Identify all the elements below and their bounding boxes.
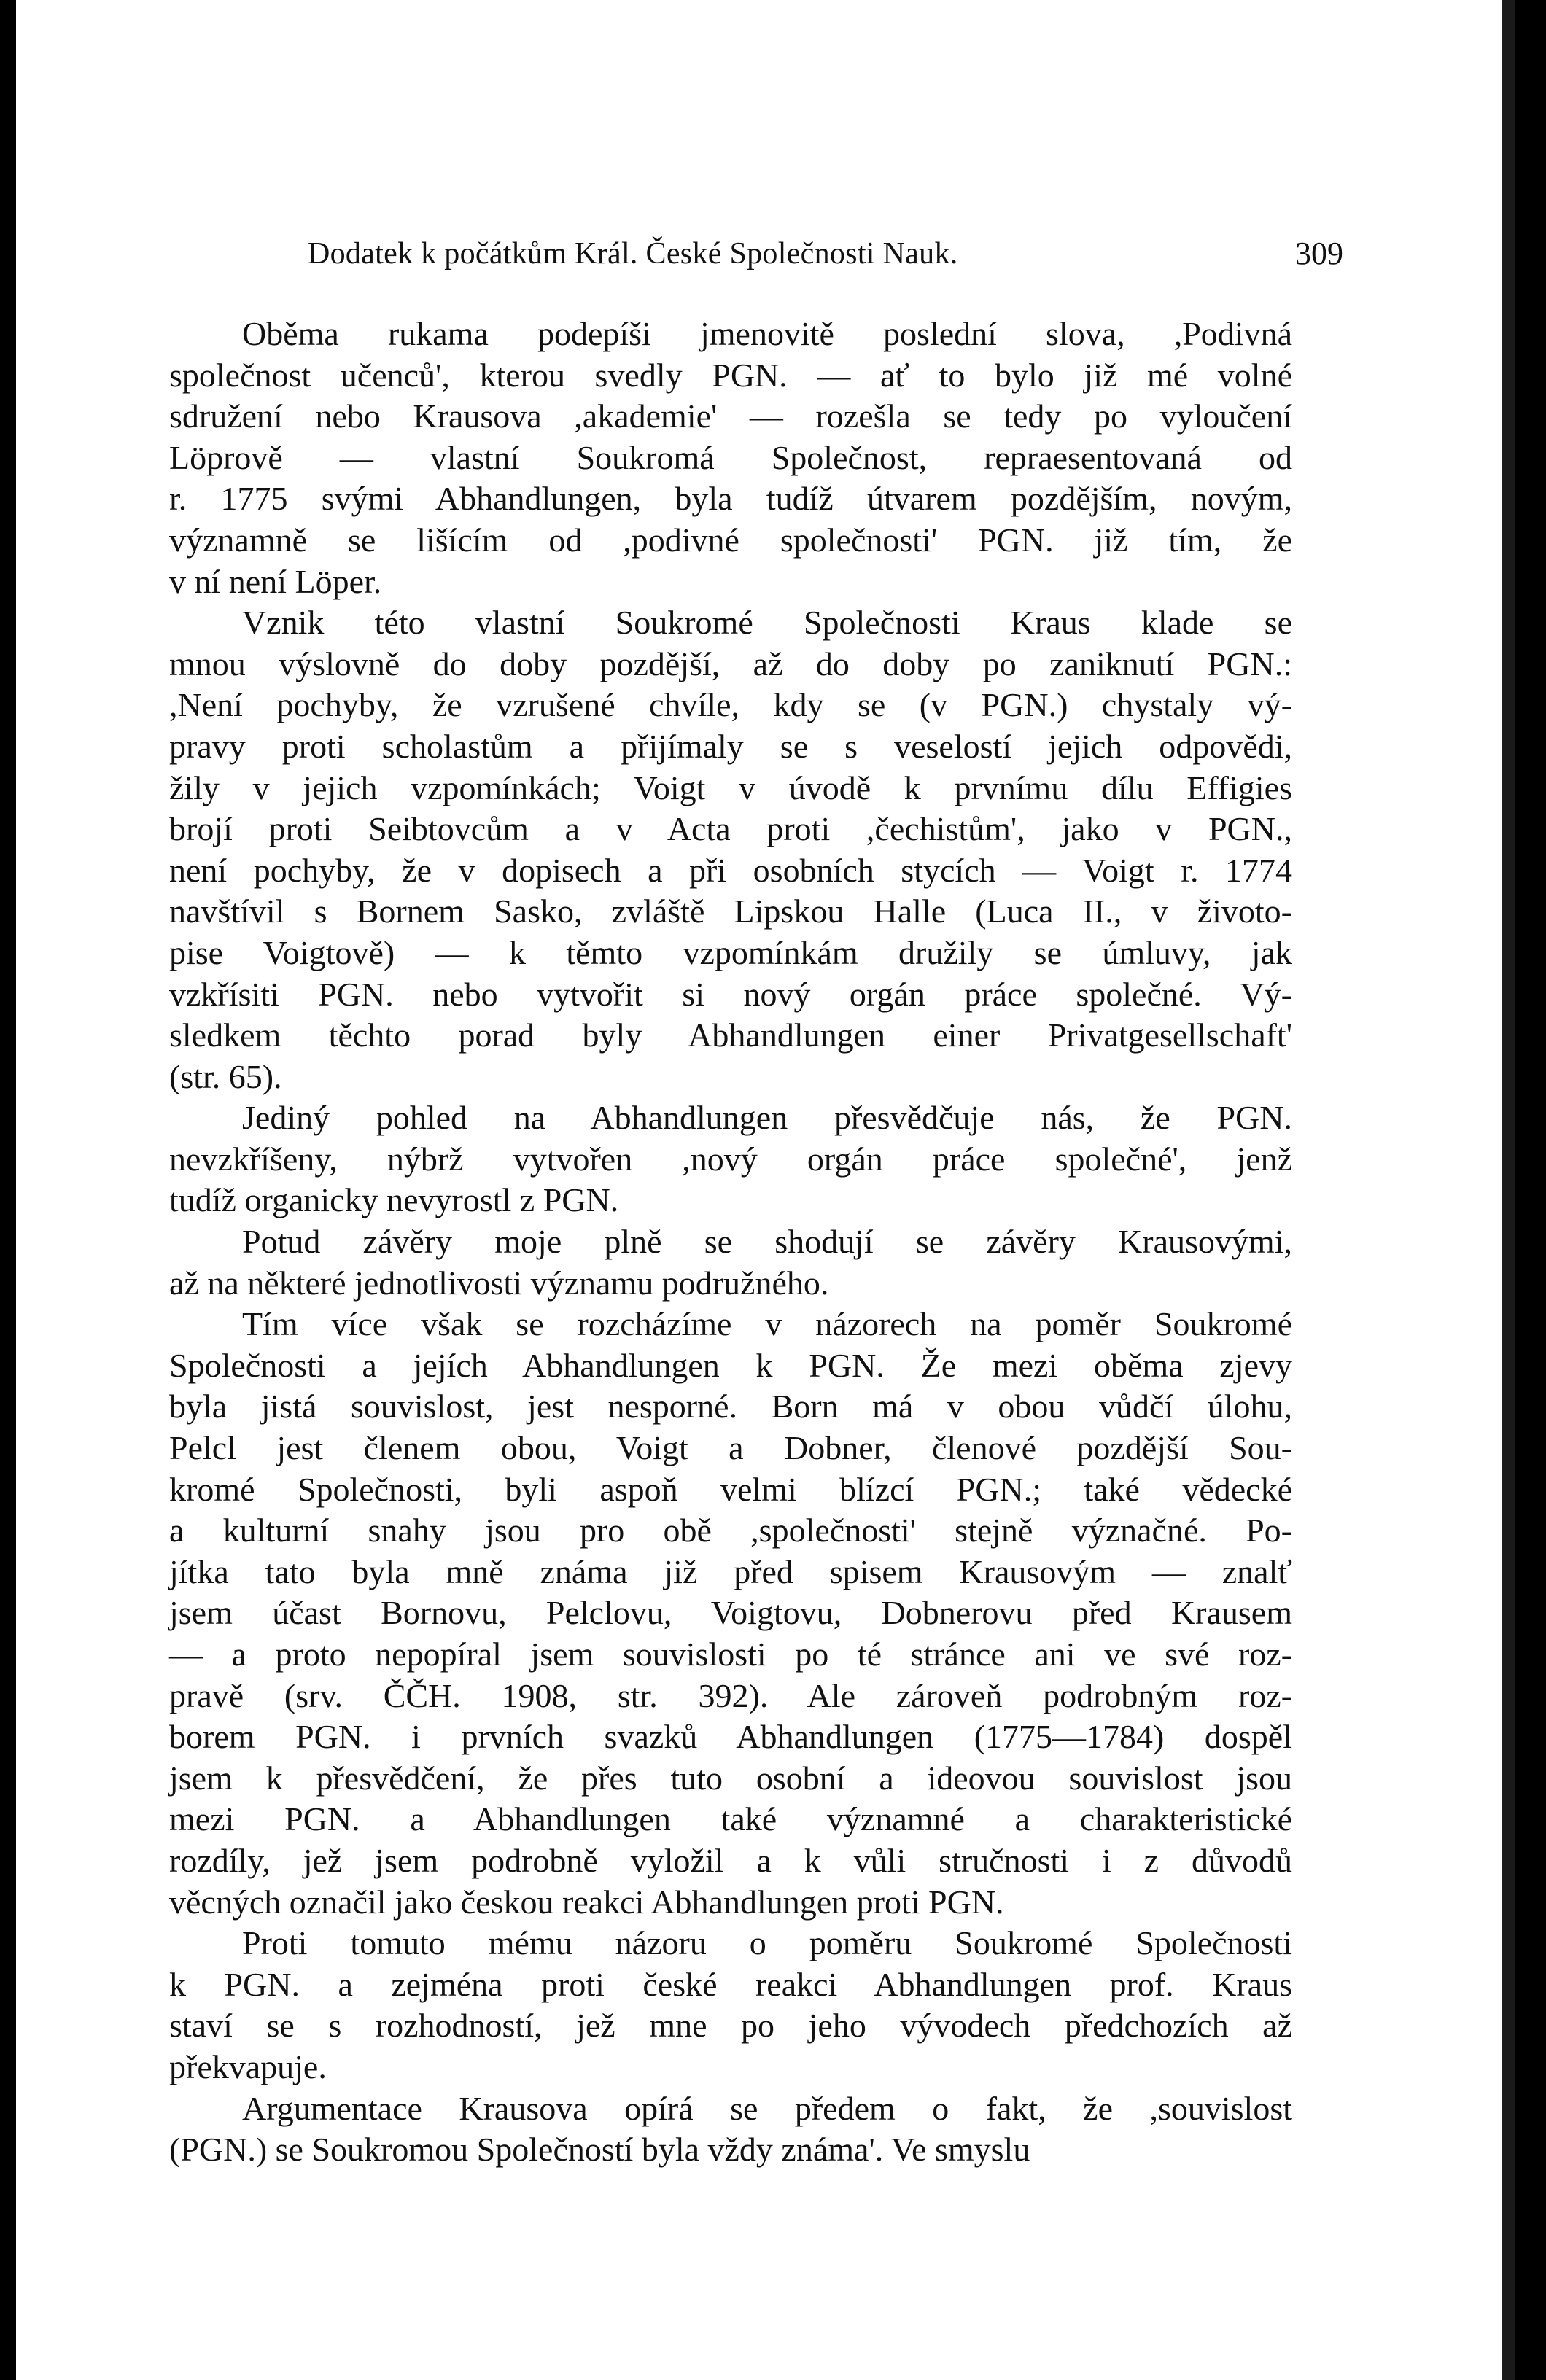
text-line: Jediný pohled na Abhandlungen přesvědčuje nás, že PGN.: [242, 1099, 1292, 1137]
text-line: Vznik této vlastní Soukromé Společnosti Kraus klade se: [242, 604, 1292, 642]
paragraph: [169, 1097, 1292, 1221]
text-line: překvapuje.: [169, 2048, 327, 2085]
text-line: Pelcl jest členem obou, Voigt a Dobner, členové pozdější Sou-: [169, 1429, 1292, 1467]
text-line: společnost učenců', kterou svedly PGN. — ať to bylo již mé volné: [169, 356, 1292, 394]
text-line: ,Není pochyby, že vzrušené chvíle, kdy se (v PGN.) chystaly vý-: [169, 686, 1292, 724]
text-line: významně se lišícím od ,podivné společnosti' PGN. již tím, že: [169, 521, 1292, 559]
paragraph: [169, 2088, 1292, 2171]
page-edge-shadow: [1502, 0, 1515, 2380]
text-line: mezi PGN. a Abhandlungen také významné a charakteristické: [169, 1800, 1292, 1838]
paragraph: [169, 1923, 1292, 2088]
text-line: rozdíly, jež jsem podrobně vyložil a k vůli stručnosti i z důvodů: [169, 1841, 1292, 1879]
text-line: pravy proti scholastům a přijímaly se s veselostí jejich odpovědi,: [169, 727, 1292, 765]
running-title: Dodatek k počátkům Král. České Společnosti Nauk.: [308, 237, 958, 271]
text-line: nevzkříšeny, nýbrž vytvořen ,nový orgán práce společné', jenž: [169, 1140, 1292, 1178]
text-line: byla jistá souvislost, jest nesporné. Born má v obou vůdčí úlohu,: [169, 1388, 1292, 1426]
paragraph: [169, 1304, 1292, 1923]
page-number: 309: [1295, 236, 1343, 271]
text-line: žily v jejich vzpomínkách; Voigt v úvodě k prvnímu dílu Effigies: [169, 769, 1292, 806]
text-line: Společnosti a jejích Abhandlungen k PGN. Že mezi oběma zjevy: [169, 1346, 1292, 1384]
body-text: [169, 314, 1292, 2171]
text-line: tudíž organicky nevyrostl z PGN.: [169, 1181, 619, 1219]
text-line: sledkem těchto porad byly Abhandlungen einer Privatgesellschaft': [169, 1016, 1292, 1054]
text-line: pravě (srv. ČČH. 1908, str. 392). Ale zároveň podrobným roz-: [169, 1676, 1292, 1714]
paragraph: [169, 602, 1292, 1097]
text-line: a kulturní snahy jsou pro obě ,společnosti' stejně význačné. Po-: [169, 1512, 1292, 1549]
text-line: Potud závěry moje plně se shodují se závěry Krausovými,: [242, 1223, 1292, 1261]
text-line: navštívil s Bornem Sasko, zvláště Lipskou Halle (Luca II., v životo-: [169, 892, 1292, 930]
text-line: Argumentace Krausova opírá se předem o fakt, že ,souvislost: [242, 2089, 1292, 2127]
text-line: pise Voigtově) — k těmto vzpomínkám družily se úmluvy, jak: [169, 933, 1292, 971]
text-line: jítka tato byla mně známa již před spisem Krausovým — znalť: [169, 1552, 1292, 1590]
text-line: v ní není Löper.: [169, 562, 382, 600]
text-line: věcných označil jako českou reakci Abhandlungen proti PGN.: [169, 1883, 1004, 1921]
text-line: mnou výslovně do doby pozdější, až do doby po zaniknutí PGN.:: [169, 645, 1292, 682]
text-line: Tím více však se rozcházíme v názorech na poměr Soukromé: [242, 1305, 1292, 1343]
text-line: brojí proti Seibtovcům a v Acta proti ,čechistům', jako v PGN.,: [169, 810, 1292, 848]
book-page: [16, 0, 1515, 2380]
text-line: Oběma rukama podepíši jmenovitě poslední slova, ,Podivná: [242, 315, 1292, 352]
text-line: není pochyby, že v dopisech a při osobních stycích — Voigt r. 1774: [169, 851, 1292, 889]
text-line: r. 1775 svými Abhandlungen, byla tudíž útvarem pozdějším, novým,: [169, 480, 1292, 518]
text-line: Löprově — vlastní Soukromá Společnost, repraesentovaná od: [169, 438, 1292, 476]
text-line: borem PGN. i prvních svazků Abhandlungen (1775—1784) dospěl: [169, 1718, 1292, 1756]
text-line: jsem k přesvědčení, že přes tuto osobní a ideovou souvislost jsou: [169, 1759, 1292, 1797]
text-line: jsem účast Bornovu, Pelclovu, Voigtovu, Dobnerovu před Krausem: [169, 1594, 1292, 1632]
paragraph: [169, 314, 1292, 602]
running-header: [308, 232, 1343, 276]
text-line: kromé Společnosti, byli aspoň velmi blízcí PGN.; také vědecké: [169, 1470, 1292, 1508]
text-line: — a proto nepopíral jsem souvislosti po té stránce ani ve své roz-: [169, 1636, 1292, 1673]
text-line: až na některé jednotlivosti významu podružného.: [169, 1264, 829, 1302]
paragraph: [169, 1221, 1292, 1304]
text-line: (str. 65).: [169, 1057, 282, 1095]
text-line: (PGN.) se Soukromou Společností byla vždy známa'. Ve smyslu: [169, 2131, 1030, 2169]
text-line: k PGN. a zejména proti české reakci Abhandlungen prof. Kraus: [169, 1965, 1292, 2003]
text-line: sdružení nebo Krausova ,akademie' — rozešla se tedy po vyloučení: [169, 397, 1292, 435]
text-line: staví se s rozhodností, jež mne po jeho vývodech předchozích až: [169, 2007, 1292, 2045]
text-line: Proti tomuto mému názoru o poměru Soukromé Společnosti: [242, 1924, 1292, 1962]
text-line: vzkřísiti PGN. nebo vytvořit si nový orgán práce společné. Vý-: [169, 975, 1292, 1013]
